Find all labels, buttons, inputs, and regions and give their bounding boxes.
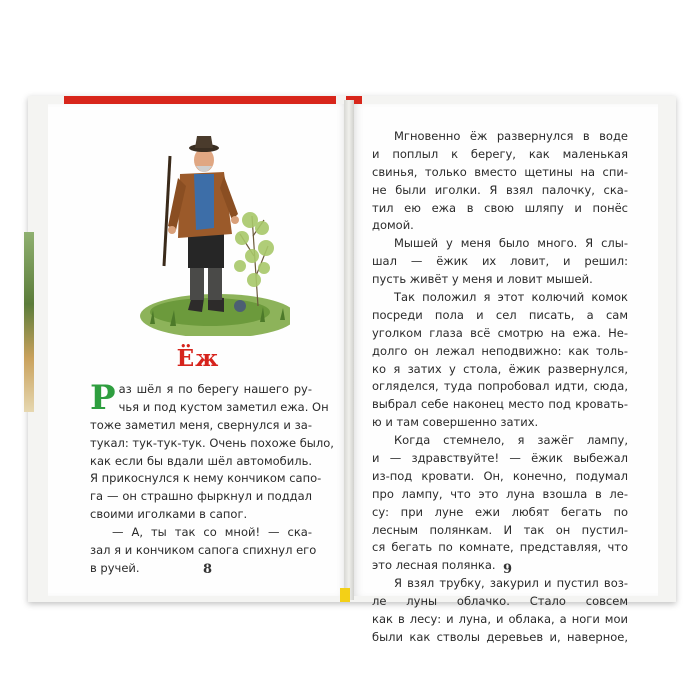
text-line: были как стволы деревьев и, наверное,	[372, 629, 628, 644]
story-title: Ёж	[176, 345, 220, 372]
text-line: пусть живёт у меня и ловит мышей.	[372, 272, 593, 287]
text-line: — А, ты так со мной! — ска-	[112, 525, 312, 540]
text-line: су: при луне ежи любят бегать по	[372, 504, 628, 519]
bookmark-ribbon	[340, 588, 350, 602]
text-line: аз шёл я по берегу нашего ру-	[118, 382, 312, 396]
text-line: посреди пола и сел писать, а сам	[372, 307, 628, 322]
text-line: своими иголками в сапог.	[90, 507, 248, 522]
text-line: шал — ёжик их ловит, и решил:	[372, 254, 628, 269]
text-line: про лампу, что это луна взошла в ле-	[372, 486, 628, 501]
page-number-right: 9	[503, 562, 513, 577]
text-line: домой.	[372, 218, 414, 233]
text-line: и — здравствуйте! — ёжик выбежал	[372, 451, 628, 466]
text-line: ю и там совершенно затих.	[372, 415, 539, 430]
text-line: Я взял трубку, закурил и пустил воз-	[394, 576, 628, 591]
text-line: тоже заметил меня, свернулся и за-	[90, 417, 312, 432]
text-line: как в лесу: и луна, и облака, а ноги мои	[372, 612, 628, 627]
text-line: Когда стемнело, я зажёг лампу,	[394, 433, 628, 448]
text-line: свинья, только вместо щетины на спи-	[372, 164, 628, 179]
text-line: как если бы вдали шёл автомобиль.	[90, 453, 312, 468]
right-page-text	[372, 128, 628, 647]
drop-cap: Р	[90, 378, 116, 418]
text-line: га — он страшно фыркнул и поддал	[90, 489, 312, 504]
text-line: тукал: тук-тук-тук. Очень похоже было,	[90, 435, 334, 450]
text-line: уголком глаза всё смотрю на ежа. Не-	[372, 325, 628, 340]
text-line: Мгновенно ёж развернулся в воде	[394, 129, 628, 143]
text-line: из-под кровати. Он, конечно, подумал	[372, 468, 628, 483]
text-line: ся бегать по комнате, представляя, что	[372, 540, 628, 555]
page-number-left: 8	[203, 562, 213, 577]
text-line: лесным полянкам. И так он пустил-	[372, 522, 628, 537]
text-line: Мышей у меня было много. Я слы-	[394, 236, 628, 251]
text-line: в ручей.	[90, 560, 140, 575]
text-line: долго он лежал неподвижно: как толь-	[372, 343, 628, 358]
text-line: Я прикоснулся к нему кончиком сапо-	[90, 471, 322, 486]
text-line: чья и под кустом заметил ежа. Он	[118, 399, 329, 414]
text-line: выбрал себе наконец место под кровать-	[372, 397, 628, 412]
text-line: Так положил я этот колючий комок	[394, 290, 628, 305]
man-with-gun-illustration	[140, 116, 290, 336]
text-line: не были иголки. Я взял палочку, ска-	[372, 182, 628, 197]
back-cover-edge	[24, 232, 34, 412]
text-line: зал я и кончиком сапога спихнул его	[90, 543, 317, 558]
text-line: ко я затих у стола, ёжик развернулся,	[372, 361, 628, 376]
text-line: ле луны облачко. Стало совсем	[372, 594, 628, 609]
left-page-text	[90, 378, 334, 578]
text-line: огляделся, туда попробовал идти, сюда,	[372, 379, 628, 394]
text-line: это лесная полянка.	[372, 558, 496, 573]
text-line: и поплыл к берегу, как маленькая	[372, 146, 628, 161]
text-line: тил ею ежа в свою шляпу и понёс	[372, 200, 628, 215]
